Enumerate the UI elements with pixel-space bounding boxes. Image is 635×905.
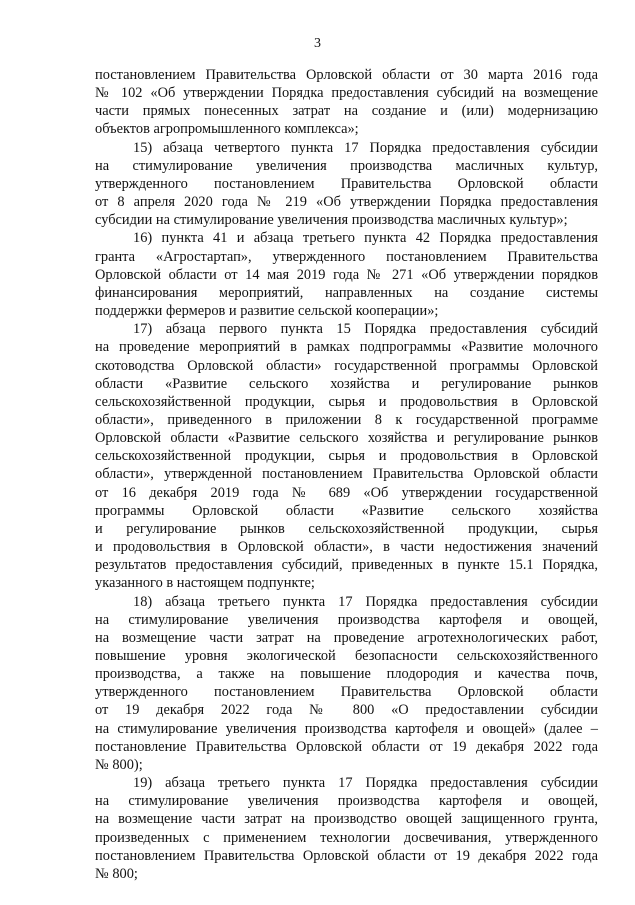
text-line: повышение уровня экологической безопасности сельскохозяйственного bbox=[95, 648, 598, 664]
text-line: программы Орловской области «Развитие сельского хозяйства bbox=[95, 502, 598, 519]
text-line: финансирования мероприятий, направленных на создание системы bbox=[95, 284, 598, 301]
text-line: постановление Правительства Орловской области от 19 декабря 2022 года bbox=[95, 738, 598, 755]
text-line: сельскохозяйственной продукции, сырья и продовольствия в Орловской bbox=[95, 448, 598, 465]
text-line: и регулирование рынков сельскохозяйственной продукции, сырья bbox=[95, 520, 598, 537]
text-line: области «Развитие сельского хозяйства и регулирование рынков bbox=[95, 375, 598, 392]
text-line: на стимулирование увеличения производства картофеля и овощей» (далее – bbox=[95, 720, 598, 737]
text-line: № 102 «Об утверждении Порядка предоставления субсидий на возмещение bbox=[95, 85, 598, 102]
text-line: 15) абзаца четвертого пункта 17 Порядка предоставления субсидии bbox=[133, 139, 598, 156]
text-line: № 800); bbox=[95, 756, 143, 773]
text-line: скотоводства Орловской области» государственной программы Орловской bbox=[95, 357, 598, 374]
document-body bbox=[95, 66, 598, 883]
text-line: утвержденного постановлением Правительства Орловской области bbox=[95, 175, 598, 192]
text-line: на стимулирование увеличения производства картофеля и овощей, bbox=[95, 611, 598, 628]
text-line: утвержденного постановлением Правительства Орловской области bbox=[95, 684, 598, 701]
text-line: поддержки фермеров и развитие сельской кооперации»; bbox=[95, 303, 439, 320]
text-line: 16) пункта 41 и абзаца третьего пункта 42 Порядка предоставления bbox=[133, 230, 598, 247]
page-number: 3 bbox=[314, 36, 321, 51]
text-line: на стимулирование увеличения производства картофеля и овощей, bbox=[95, 793, 598, 810]
text-line: 17) абзаца первого пункта 15 Порядка предоставления субсидий bbox=[133, 321, 598, 338]
text-line: № 800; bbox=[95, 865, 138, 882]
text-line: Орловской области «Развитие сельского хозяйства и регулирование рынков bbox=[95, 430, 598, 447]
text-line: на возмещение части затрат на проведение агротехнологических работ, bbox=[95, 629, 598, 646]
text-line: и продовольствия в Орловской области», в части недостижения значений bbox=[95, 539, 598, 556]
text-line: на возмещение части затрат на производство овощей защищенного грунта, bbox=[95, 811, 598, 828]
text-line: произведенных с применением технологии досвечивания, утвержденного bbox=[95, 829, 598, 846]
text-line: области», утвержденной постановлением Правительства Орловской области bbox=[95, 466, 598, 483]
text-line: постановлением Правительства Орловской области от 30 марта 2016 года bbox=[95, 67, 598, 83]
text-line: объектов агропромышленного комплекса»; bbox=[95, 121, 359, 138]
text-line: на стимулирование увеличения производства масличных культур, bbox=[95, 157, 598, 174]
text-line: от 19 декабря 2022 года № 800 «О предоставлении субсидии bbox=[95, 702, 598, 719]
text-line: на проведение мероприятий в рамках подпрограммы «Развитие молочного bbox=[95, 339, 598, 356]
text-line: постановлением Правительства Орловской области от 19 декабря 2022 года bbox=[95, 847, 598, 864]
text-line: сельскохозяйственной продукции, сырья и продовольствия в Орловской bbox=[95, 393, 598, 410]
text-line: Орловской области от 14 мая 2019 года № 271 «Об утверждении порядков bbox=[95, 266, 598, 283]
text-line: 19) абзаца третьего пункта 17 Порядка предоставления субсидии bbox=[133, 775, 598, 792]
text-line: части прямых понесенных затрат на создание и (или) модернизацию bbox=[95, 103, 598, 120]
text-line: 18) абзаца третьего пункта 17 Порядка предоставления субсидии bbox=[133, 593, 598, 610]
text-line: области», приведенного в приложении 8 к государственной программе bbox=[95, 411, 598, 428]
text-line: гранта «Агростартап», утвержденного постановлением Правительства bbox=[95, 248, 598, 265]
text-line: производства, а также на повышение плодородия и качества почв, bbox=[95, 666, 598, 683]
text-line: от 8 апреля 2020 года № 219 «Об утверждении Порядка предоставления bbox=[95, 194, 598, 211]
text-line: от 16 декабря 2019 года № 689 «Об утверждении государственной bbox=[95, 484, 598, 501]
text-line: указанного в настоящем подпункте; bbox=[95, 575, 315, 592]
text-line: результатов предоставления субсидий, приведенных в пункте 15.1 Порядка, bbox=[95, 557, 598, 574]
text-line: субсидии на стимулирование увеличения производства масличных культур»; bbox=[95, 212, 568, 229]
